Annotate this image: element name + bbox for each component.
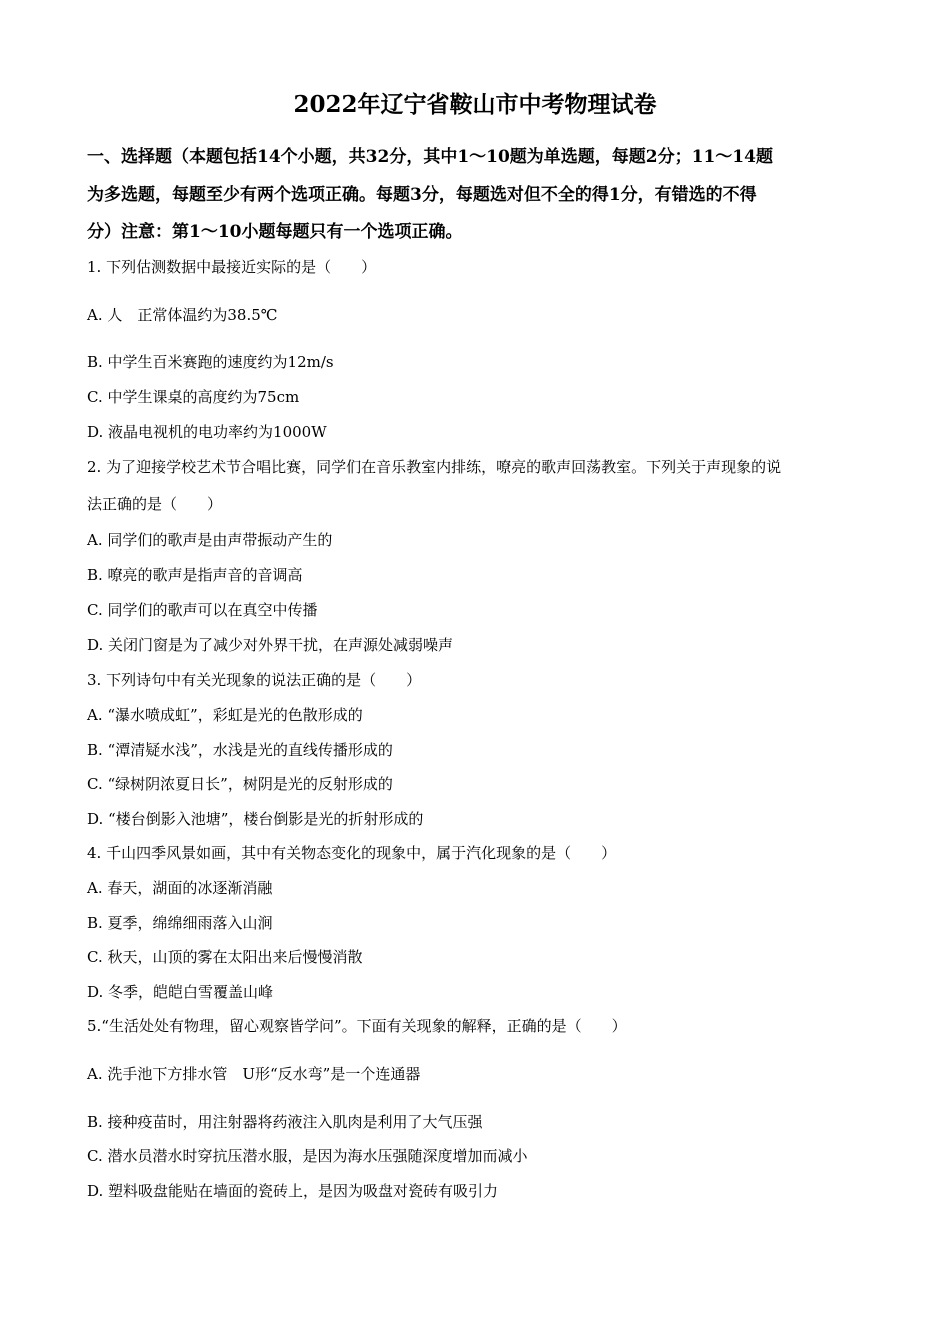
question-2-option-d: D. 关闭门窗是为了减少对外界干扰，在声源处减弱噪声 [87,636,454,654]
question-3-option-b: B. “潭清疑水浅”，水浅是光的直线传播形成的 [87,741,393,759]
question-5-option-c: C. 潜水员潜水时穿抗压潜水服，是因为海水压强随深度增加而减小 [87,1147,528,1165]
question-5-option-a: A. 洗手池下方排水管 U形“反水弯”是一个连通器 [87,1065,421,1083]
question-2-stem: 法正确的是（ ） [87,495,223,513]
section-instruction-line: 分）注意：第1～10小题每题只有一个选项正确。 [87,222,463,242]
question-5-option-d: D. 塑料吸盘能贴在墙面的瓷砖上，是因为吸盘对瓷砖有吸引力 [87,1182,499,1200]
question-1-option-c: C. 中学生课桌的高度约为75cm [87,388,300,406]
question-4-option-b: B. 夏季，绵绵细雨落入山涧 [87,914,273,932]
question-1-option-a: A. 人 正常体温约为38.5℃ [87,306,278,324]
question-1-stem: 1. 下列估测数据中最接近实际的是（ ） [87,258,377,276]
question-2-option-b: B. 嘹亮的歌声是指声音的音调高 [87,566,303,584]
question-4-option-a: A. 春天，湖面的冰逐渐消融 [87,879,273,897]
question-4-option-d: D. 冬季，皑皑白雪覆盖山峰 [87,983,274,1001]
question-3-option-a: A. “瀑水喷成虹”，彩虹是光的色散形成的 [87,706,363,724]
question-4-option-c: C. 秋天，山顶的雾在太阳出来后慢慢消散 [87,948,363,966]
question-2-stem: 2. 为了迎接学校艺术节合唱比赛，同学们在音乐教室内排练，嘹亮的歌声回荡教室。下列关于声现象的说 [87,458,782,476]
question-2-option-c: C. 同学们的歌声可以在真空中传播 [87,601,318,619]
question-1-option-b: B. 中学生百米赛跑的速度约为12m/s [87,353,334,371]
question-3-stem: 3. 下列诗句中有关光现象的说法正确的是（ ） [87,671,422,689]
question-2-option-a: A. 同学们的歌声是由声带振动产生的 [87,531,333,549]
question-3-option-d: D. “楼台倒影入池塘”，楼台倒影是光的折射形成的 [87,810,424,828]
section-instruction-line: 为多选题，每题至少有两个选项正确。每题3分，每题选对但不全的得1分，有错选的不得 [87,185,757,205]
question-4-stem: 4. 千山四季风景如画，其中有关物态变化的现象中，属于汽化现象的是（ ） [87,844,617,862]
question-3-option-c: C. “绿树阴浓夏日长”，树阴是光的反射形成的 [87,775,393,793]
exam-title: 2022年辽宁省鞍山市中考物理试卷 [293,91,657,118]
question-1-option-d: D. 液晶电视机的电功率约为1000W [87,423,327,441]
question-5-stem: 5.“生活处处有物理，留心观察皆学问”。下面有关现象的解释，正确的是（ ） [87,1017,627,1035]
question-5-option-b: B. 接种疫苗时，用注射器将药液注入肌肉是利用了大气压强 [87,1113,483,1131]
section-instruction-line: 一、选择题（本题包括14个小题，共32分，其中1～10题为单选题，每题2分；11～14题 [87,147,773,167]
